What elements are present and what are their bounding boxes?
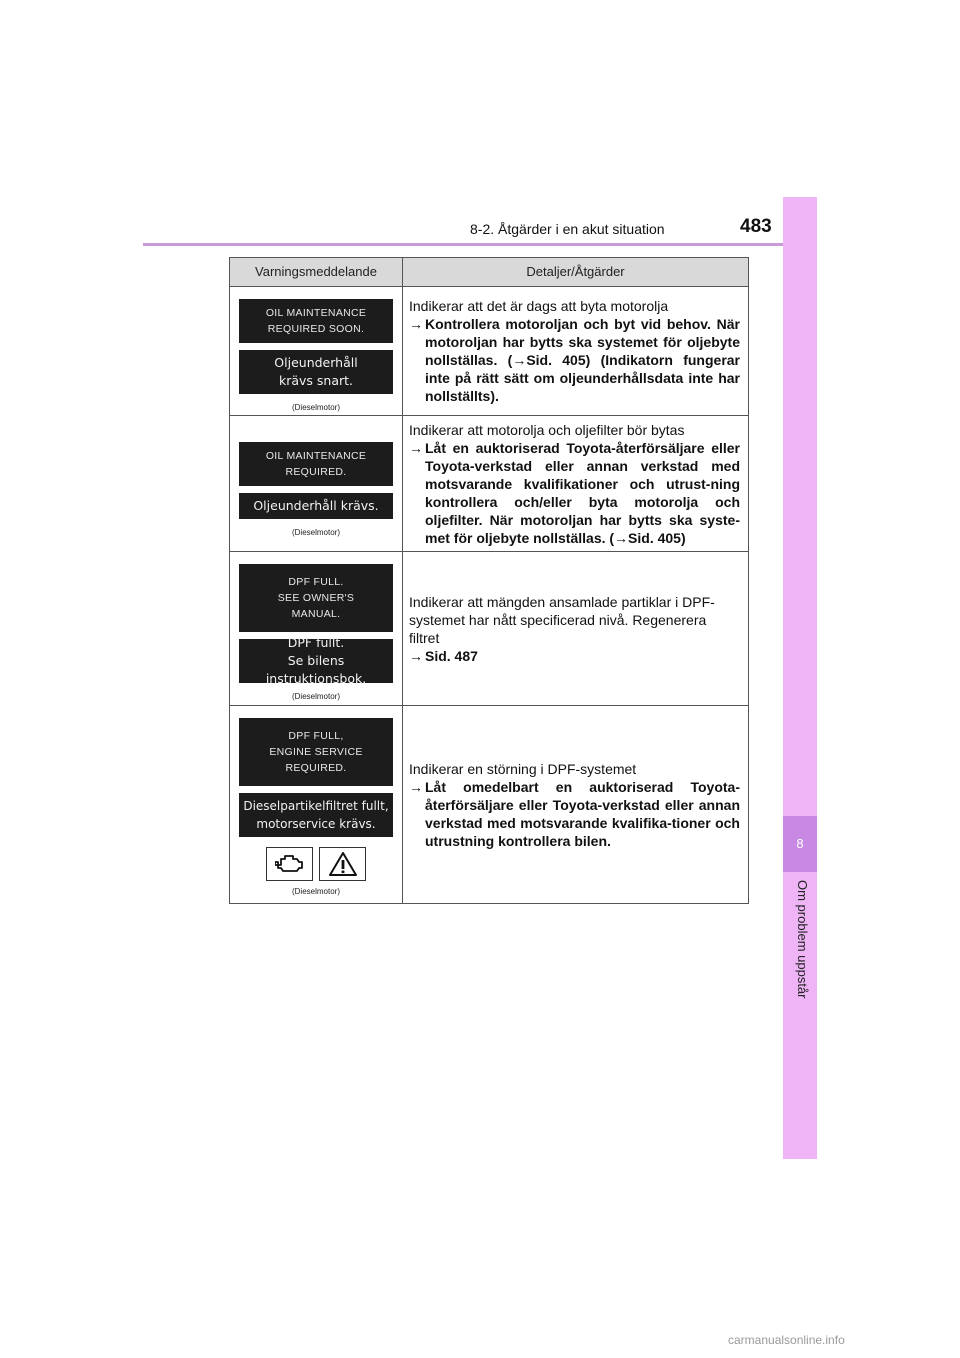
detail-action	[409, 647, 740, 665]
action-text: Låt omedelbart en auktoriserad Toyota-återförsäljare eller Toyota-verkstad eller annan verkstad med motsvarande kvalifika-tioner och utrustning kontrollera bilen.	[425, 778, 740, 849]
display-line: DPF fullt.	[287, 635, 345, 650]
engine-caption: (Dieselmotor)	[291, 528, 340, 537]
warning-message-table	[229, 257, 749, 904]
display-line: Se bilens instruktionsbok.	[265, 653, 367, 686]
display-line: Oljeunderhåll	[274, 355, 358, 370]
detail-action	[409, 778, 740, 850]
display-line: MANUAL.	[291, 608, 341, 620]
engine-caption: (Dieselmotor)	[291, 887, 340, 896]
chapter-label: Om problem uppstår	[795, 880, 810, 999]
display-line: DPF FULL.	[288, 576, 344, 588]
detail-action	[409, 439, 740, 547]
detail-lead: Indikerar att det är dags att byta motorolja	[409, 298, 669, 314]
display-line: DPF FULL,	[288, 730, 344, 742]
action-text: Låt en auktoriserad Toyota-återförsäljare eller Toyota-verkstad eller annan verkstad med motsvarande kvalifikationer och utrust-ning kontrollera och/eller byta motorolja och oljefilter. När motoroljan har bytts ska syste-met för oljebyte nollställas. (→Sid. 405)	[425, 439, 740, 546]
display-line: REQUIRED.	[285, 466, 347, 478]
warning-triangle-icon	[319, 847, 366, 881]
action-text: Kontrollera motoroljan och byt vid behov. När motoroljan har bytts ska systemet för oljebyte nollställas. (→Sid. 405) (Indikatorn fungerar inte på rätt sätt om oljeunderhållsdata inte har nollställts).	[425, 316, 740, 404]
display-swedish	[239, 793, 393, 837]
action-text: Sid. 487	[425, 647, 478, 664]
display-english	[239, 299, 393, 343]
details-cell	[403, 552, 748, 705]
table-row	[230, 287, 748, 416]
engine-caption: (Dieselmotor)	[291, 403, 340, 412]
display-line: OIL MAINTENANCE	[265, 450, 367, 462]
section-title: 8-2. Åtgärder i en akut situation	[470, 221, 665, 237]
column-header-warning: Varningsmeddelande	[230, 258, 403, 286]
detail-lead: Indikerar en störning i DPF-systemet	[409, 760, 637, 777]
column-header-details: Detaljer/Åtgärder	[526, 264, 625, 279]
table-row	[230, 706, 748, 903]
display-line: REQUIRED.	[285, 762, 347, 774]
table-row	[230, 416, 748, 552]
chapter-number: 8	[796, 836, 804, 851]
arrow-icon: →	[409, 647, 423, 664]
table-header	[230, 258, 748, 287]
arrow-icon: →	[409, 778, 423, 795]
detail-lead: Indikerar att motorolja och oljefilter bör bytas	[409, 421, 685, 438]
header-divider	[143, 243, 817, 246]
display-line: krävs snart.	[278, 373, 354, 388]
display-line: Oljeunderhåll krävs.	[253, 498, 379, 513]
detail-action	[409, 315, 740, 405]
display-english	[239, 442, 393, 486]
display-english	[239, 718, 393, 786]
display-swedish	[239, 493, 393, 519]
engine-warning-icon	[266, 847, 313, 881]
warning-cell	[230, 552, 403, 705]
display-line: OIL MAINTENANCE	[265, 307, 367, 319]
display-english	[239, 564, 393, 632]
display-line: motorservice krävs.	[256, 817, 376, 831]
display-line: ENGINE SERVICE	[269, 746, 363, 758]
warning-cell	[230, 287, 403, 415]
watermark: carmanualsonline.info	[728, 1333, 845, 1347]
arrow-icon: →	[409, 316, 423, 332]
display-line: Dieselpartikelfiltret fullt,	[243, 799, 389, 813]
display-line: SEE OWNER'S	[277, 592, 355, 604]
warning-cell	[230, 706, 403, 903]
display-swedish	[239, 635, 393, 686]
chapter-number-block	[783, 816, 817, 872]
display-swedish	[239, 350, 393, 394]
arrow-icon: →	[409, 439, 423, 456]
engine-caption: (Dieselmotor)	[291, 692, 340, 701]
details-cell	[403, 706, 748, 903]
details-cell	[403, 416, 748, 551]
details-cell	[403, 287, 748, 415]
indicator-icons	[266, 847, 366, 881]
detail-lead: Indikerar att mängden ansamlade partiklar i DPF-systemet har nått specificerad nivå. Regenerera filtret	[409, 593, 715, 646]
table-row	[230, 552, 748, 706]
page-number: 483	[740, 216, 772, 237]
display-line: REQUIRED SOON.	[267, 323, 365, 335]
warning-cell	[230, 416, 403, 551]
